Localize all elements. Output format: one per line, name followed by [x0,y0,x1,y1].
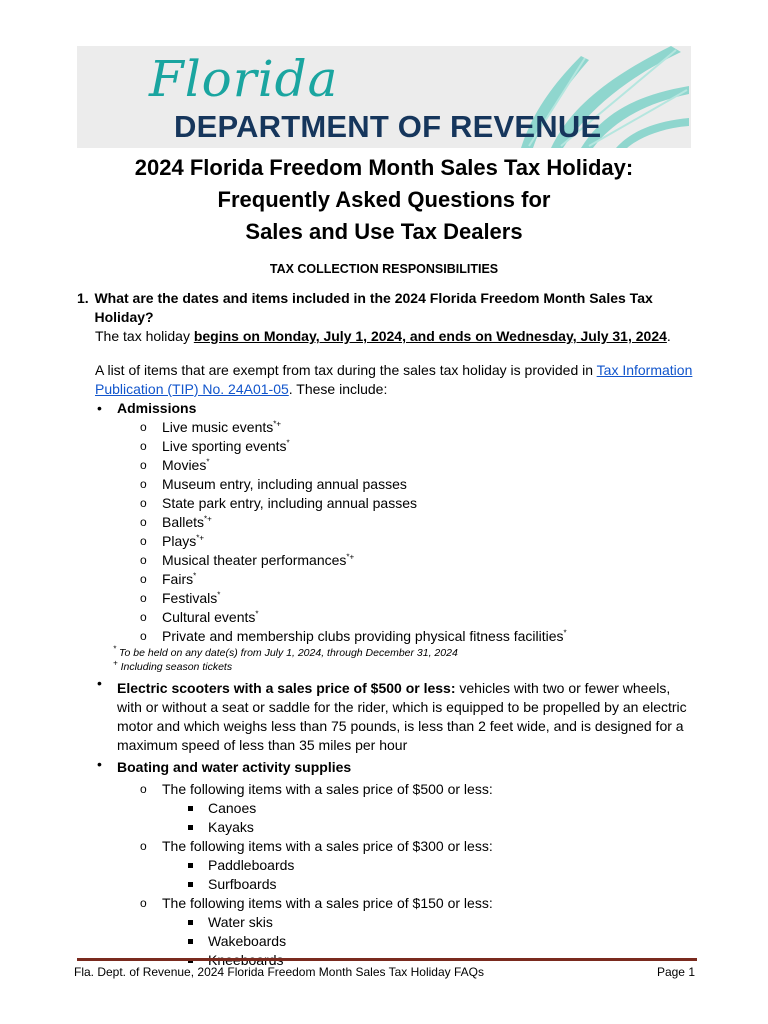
florida-script-logo: Florida [149,50,339,108]
boating-item: Water skis [162,913,697,932]
list-item-admissions [95,399,697,646]
admissions-item [117,513,697,532]
title-line-1: 2024 Florida Freedom Month Sales Tax Holiday: [134,155,634,180]
scooters-description: vehicles with two or fewer wheels, with or without a seat or saddle for the rider, which is equipped to be propelled by an electric motor and which weighs less than 75 pounds, is less than 2 feet wide, and is designed for a maximum speed of less than 35 miles per hour [117,680,687,753]
list-intro-suffix: . These include: [288,381,388,397]
admissions-item-text: Ballets [162,514,205,530]
footnote-text: To be held on any date(s) from July 1, 2024, through December 31, 2024 [119,647,458,659]
footnote-season-tickets [95,660,697,674]
footnote-mark: * [193,571,197,581]
department-name: DEPARTMENT OF REVENUE [174,109,602,144]
footnote-date-range [95,646,697,660]
question-number: 1. [77,290,89,306]
boating-item: Kayaks [162,818,697,837]
admissions-item-text: Festivals [162,590,218,606]
admissions-item-text: Movies [162,457,207,473]
admissions-item-text: Museum entry, including annual passes [162,476,407,492]
footnote-mark: * [217,590,221,600]
admissions-heading: Admissions [117,400,197,416]
admissions-item [117,627,697,646]
boating-item: Wakeboards [162,932,697,951]
exempt-items-list [95,399,697,646]
footnote-mark: *+ [204,514,212,524]
boating-items [162,913,697,970]
admissions-item-text: Plays [162,533,197,549]
question-1 [77,289,697,327]
admissions-item [117,475,697,494]
boating-group [117,780,697,837]
answer-dates [77,327,697,346]
answer-suffix: . [666,328,671,344]
boating-group [117,837,697,894]
page-number: Page 1 [656,965,695,979]
footnote-mark: *+ [196,533,205,543]
footer-divider [77,958,697,961]
boating-group-label: The following items with a sales price of $300 or less: [162,838,493,854]
admissions-item [117,608,697,627]
question-text: What are the dates and items included in the 2024 Florida Freedom Month Sales Tax Holiday? [94,290,653,325]
footnote-text: Including season tickets [120,661,233,673]
admissions-item [117,494,697,513]
scooters-heading: Electric scooters with a sales price of $500 or less: [117,680,456,696]
list-intro [77,361,697,399]
tip-link[interactable]: Tax Information Publication (TIP) No. 24A01-05 [95,362,693,397]
footnote-mark: * [255,609,259,619]
admissions-item [117,551,697,570]
admissions-item [117,589,697,608]
section-heading: TAX COLLECTION RESPONSIBILITIES [269,262,499,276]
admissions-list [117,418,697,646]
footnote-mark: *+ [273,419,282,429]
boating-items [162,856,697,894]
admissions-item-text: Musical theater performances [162,552,347,568]
admissions-item-text: Cultural events [162,609,256,625]
boating-item: Canoes [162,799,697,818]
boating-item: Paddleboards [162,856,697,875]
admissions-item [117,437,697,456]
admissions-item-text: Private and membership clubs providing physical fitness facilities [162,628,564,644]
boating-groups [117,777,697,970]
boating-group-label: The following items with a sales price of $150 or less: [162,895,493,911]
faq-content [77,289,697,970]
title-line-2: Frequently Asked Questions for [217,187,551,212]
boating-group-label: The following items with a sales price of $500 or less: [162,781,493,797]
header-banner [77,46,691,148]
boating-heading: Boating and water activity supplies [117,759,352,775]
admissions-item [117,456,697,475]
footnote-mark: * [113,644,117,654]
list-item-boating [95,755,697,970]
page-title [77,152,691,248]
footnote-mark: * [206,457,210,467]
admissions-item-text: Fairs [162,571,194,587]
title-line-3: Sales and Use Tax Dealers [245,219,523,244]
footnote-mark: *+ [346,552,355,562]
exempt-items-list-continued [95,674,697,970]
admissions-item [117,570,697,589]
boating-items [162,799,697,837]
list-intro-prefix: A list of items that are exempt from tax during the sales tax holiday is provided in [95,362,597,378]
footnote-mark: * [286,438,290,448]
admissions-item [117,418,697,437]
admissions-item-text: Live sporting events [162,438,287,454]
footnote-mark: * [563,628,567,638]
admissions-item-text: State park entry, including annual passes [162,495,418,511]
admissions-item-text: Live music events [162,419,274,435]
holiday-dates: begins on Monday, July 1, 2024, and ends on Wednesday, July 31, 2024 [193,328,667,344]
footer-title: Fla. Dept. of Revenue, 2024 Florida Freedom Month Sales Tax Holiday FAQs [74,965,484,979]
list-item-scooters [95,674,697,755]
boating-item: Surfboards [162,875,697,894]
admissions-item [117,532,697,551]
answer-prefix: The tax holiday [95,328,194,344]
footnote-mark: + [113,658,118,668]
